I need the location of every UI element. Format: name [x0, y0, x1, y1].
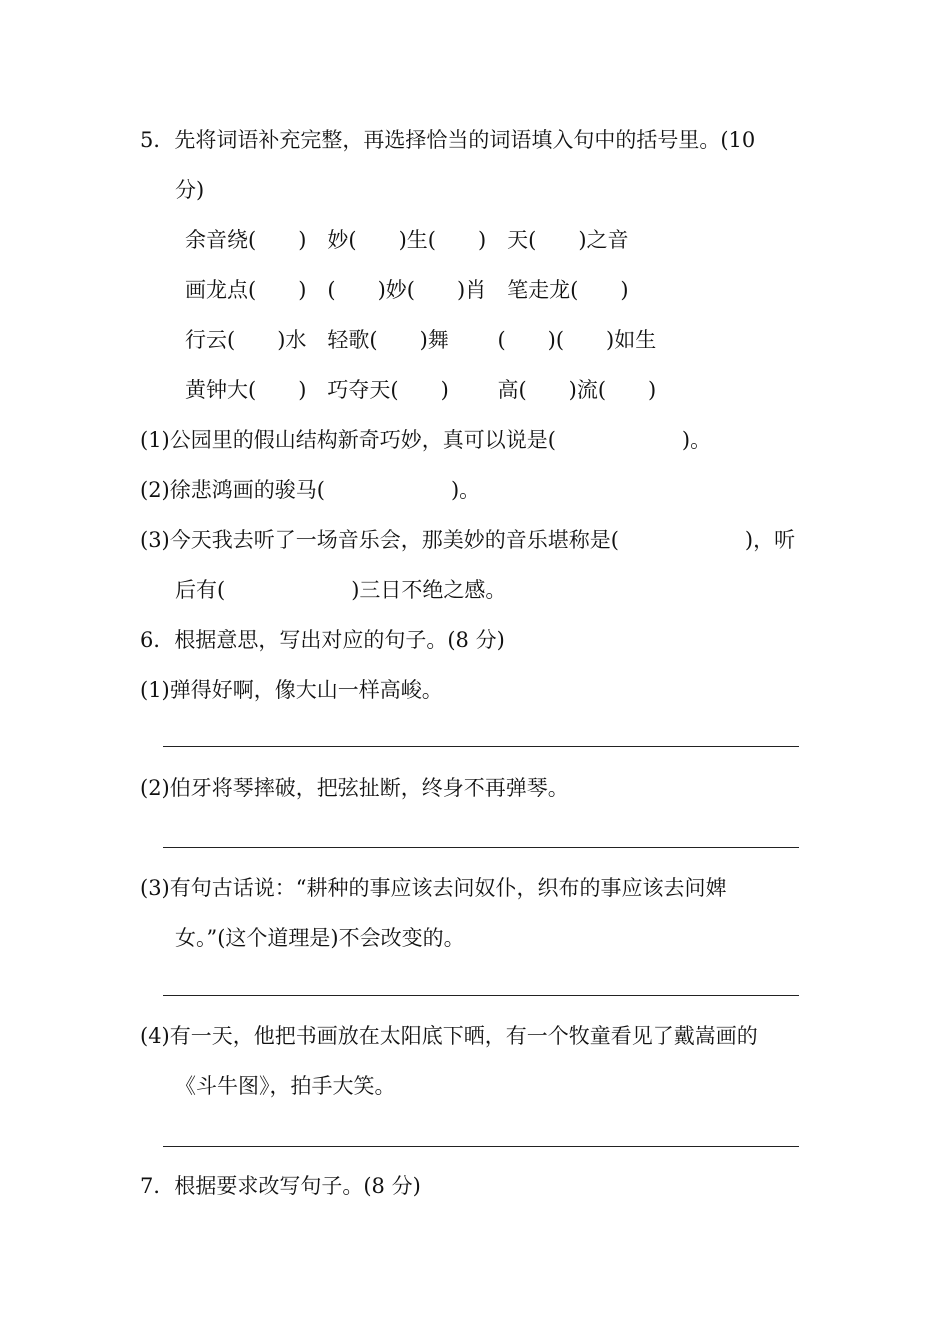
- answer-line-1[interactable]: [163, 746, 799, 747]
- answer-line-4[interactable]: [163, 1146, 799, 1147]
- idiom-row-2: 画龙点( ) ( )妙( )肖 笔走龙( ): [185, 278, 629, 302]
- idiom-row-3: 行云( )水 轻歌( )舞 ( )( )如生: [185, 328, 657, 352]
- q5-sentence-3: (3)今天我去听了一场音乐会，那美妙的音乐堪称是( )，听: [140, 528, 796, 552]
- q6-prompt-2: (2)伯牙将琴摔破，把弦扯断，终身不再弹琴。: [140, 776, 569, 800]
- q5-sentence-1: (1)公园里的假山结构新奇巧妙，真可以说是( )。: [140, 428, 712, 452]
- idiom-row-1: 余音绕( ) 妙( )生( ) 天( )之音: [185, 228, 629, 252]
- q5-sentence-3-cont: 后有( )三日不绝之感。: [175, 578, 507, 602]
- answer-line-2[interactable]: [163, 847, 799, 848]
- q7-stem: 7．根据要求改写句子。(8 分): [140, 1174, 421, 1198]
- q6-prompt-4: (4)有一天，他把书画放在太阳底下晒，有一个牧童看见了戴嵩画的: [140, 1024, 758, 1048]
- q6-stem: 6．根据意思，写出对应的句子。(8 分): [140, 628, 505, 652]
- q6-prompt-1: (1)弹得好啊，像大山一样高峻。: [140, 678, 443, 702]
- q6-prompt-3: (3)有句古话说：“耕种的事应该去问奴仆，织布的事应该去问婢: [140, 876, 727, 900]
- q5-stem-cont: 分): [175, 178, 205, 202]
- q5-stem: 5．先将词语补充完整，再选择恰当的词语填入句中的括号里。(10: [140, 128, 756, 152]
- idiom-row-4: 黄钟大( ) 巧夺天( ) 高( )流( ): [185, 378, 657, 402]
- q5-sentence-2: (2)徐悲鸿画的骏马( )。: [140, 478, 481, 502]
- q6-prompt-3-cont: 女。”(这个道理是)不会改变的。: [175, 926, 465, 950]
- q6-prompt-4-cont: 《斗牛图》，拍手大笑。: [175, 1074, 396, 1098]
- answer-line-3[interactable]: [163, 995, 799, 996]
